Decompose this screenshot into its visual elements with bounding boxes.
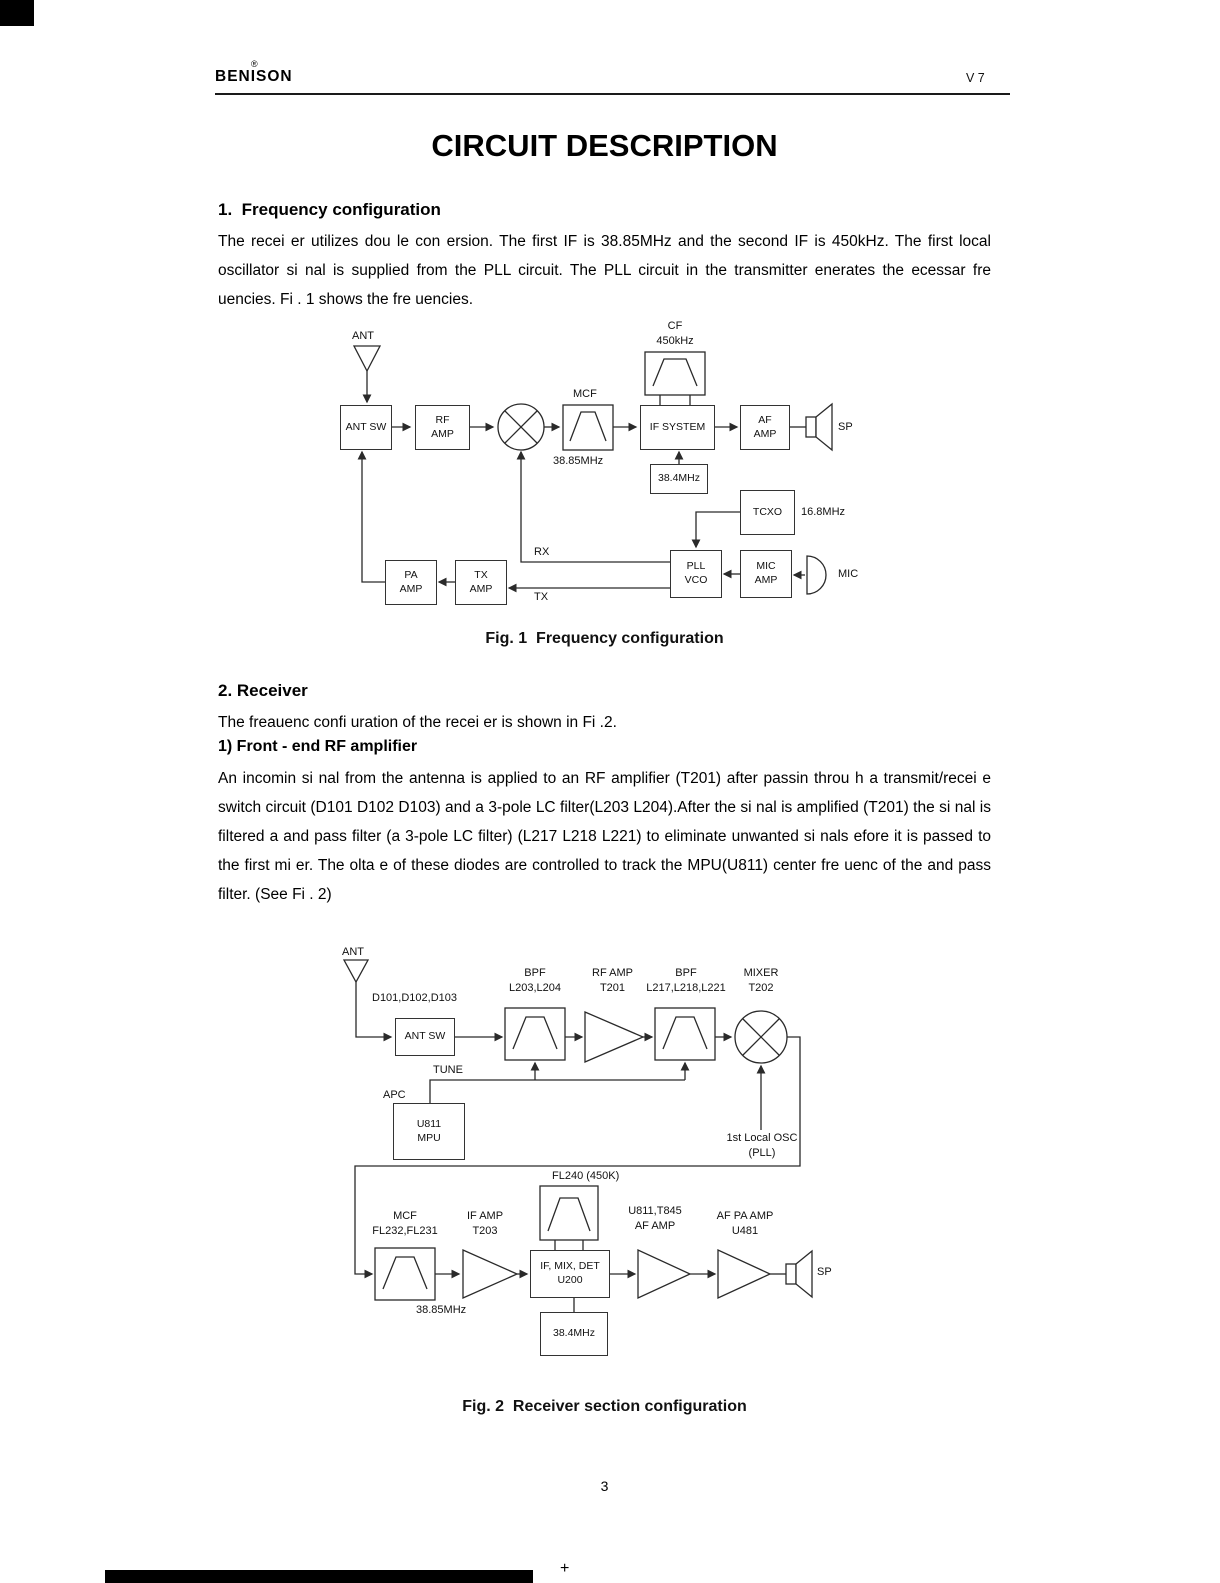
fig1-rf-amp-line2: AMP (431, 427, 454, 440)
fig1-38-4mhz-label: 38.4MHz (657, 472, 700, 485)
fig1-if-system-block (640, 405, 715, 450)
fig1-tcxo-label: TCXO (752, 505, 783, 518)
scan-artifact-corner (0, 0, 34, 26)
fig2-mixer-line2: T202 (748, 981, 774, 994)
fig1-af-amp-line2: AMP (753, 427, 777, 440)
fig2-rf-amp-icon (585, 1012, 643, 1062)
fig2-mcf-line1: MCF (393, 1210, 417, 1222)
section1-body: The recei er utilizes dou le con ersion. The first IF is 38.85MHz and the second IF is 450kHz. The first local oscillator si nal is supplied from the PLL circuit. The PLL circuit in the transmitter enerates the ecessar fre uencies. Fi . 1 shows the fre uencies. (218, 233, 991, 308)
fig2-mcf-label (360, 1209, 450, 1239)
fig1-mic-amp-block (740, 550, 792, 598)
fig2-mcf-filter-icon (375, 1248, 435, 1300)
fig2-af-amp-line1: U811,T845 (628, 1205, 682, 1217)
fig2-local-osc-line1: 1st Local OSC (726, 1132, 798, 1144)
fig1-mic-icon (807, 556, 826, 594)
fig1-16-8mhz-label: 16.8MHz (801, 506, 846, 518)
fig2-rf-amp-line1: RF AMP (592, 967, 633, 979)
fig2-local-osc-label (712, 1131, 812, 1161)
fig2-af-pa-line1: AF PA AMP (716, 1210, 774, 1222)
fig1-if-system-label: IF SYSTEM (649, 420, 706, 433)
fig2-bpf2-line2: L217,L218,L221 (646, 981, 726, 994)
section2-heading: 2. Receiver (218, 681, 308, 700)
fig1-antenna-icon (354, 346, 380, 402)
fig1-speaker-icon (806, 404, 832, 450)
fig2-mpu-block (393, 1103, 465, 1160)
fig1-rf-amp-block (415, 405, 470, 450)
section2-sub-heading: 1) Front - end RF amplifier (218, 738, 418, 755)
fig1-rf-amp-line1: RF (435, 413, 450, 426)
fig1-mcf-filter-icon (563, 405, 613, 450)
fig2-38-4mhz-block (540, 1312, 608, 1356)
fig1-cf-line1: CF (667, 320, 683, 332)
fig2-af-pa-line2: U481 (731, 1224, 759, 1237)
fig2-ant-sw-block (395, 1018, 455, 1056)
fig2-speaker-icon (786, 1251, 812, 1297)
fig1-pll-vco-line1: PLL (686, 560, 706, 573)
doc-ref: V 7 (966, 71, 985, 85)
fig1-mic-label: MIC (838, 568, 859, 580)
fig2-diodes-label: D101,D102,D103 (372, 992, 458, 1004)
fig1-mcf-label: MCF (573, 388, 597, 400)
fig2-bpf1-filter-icon (505, 1008, 565, 1060)
fig1-pa-amp-line1: PA (404, 568, 418, 581)
fig1-tcxo-block (740, 490, 795, 535)
fig1-rx-label: RX (534, 546, 550, 558)
fig1-mcf-freq-label: 38.85MHz (553, 455, 604, 467)
fig2-fl240-filter-icon (540, 1186, 598, 1250)
fig2-af-amp-label (615, 1204, 695, 1234)
brand-logo (215, 59, 293, 86)
header-rule (215, 93, 1010, 95)
fig1-pll-vco-block (670, 550, 722, 598)
fig1-tx-amp-block (455, 560, 507, 605)
fig1-pa-amp-line2: AMP (399, 582, 423, 595)
fig2-u200-block (530, 1250, 610, 1298)
fig1-caption: Fig. 1 Frequency configuration (485, 630, 724, 647)
fig1-ant-sw-block (340, 405, 392, 450)
fig2-if-amp-icon (463, 1250, 517, 1298)
fig1-mixer-icon (498, 404, 544, 450)
fig2-local-osc-line2: (PLL) (748, 1146, 776, 1159)
fig1-cf-line2: 450kHz (656, 334, 694, 347)
fig2-if-amp-line1: IF AMP (466, 1210, 504, 1222)
fig2-bpf1-line2: L203,L204 (509, 981, 561, 994)
fig1-tx-amp-line1: TX (474, 568, 488, 581)
fig2-bpf2-filter-icon (655, 1008, 715, 1060)
fig2-mixer-line1: MIXER (743, 967, 779, 979)
crop-mark: + (560, 1560, 570, 1577)
fig1-ant-sw-label: ANT SW (345, 420, 387, 433)
fig2-u200-line2: U200 (557, 1274, 583, 1286)
fig1-mic-amp-line1: MIC (756, 560, 776, 573)
fig1-tx-amp-line2: AMP (469, 582, 493, 595)
fig1-af-amp-block (740, 405, 790, 450)
fig2-caption: Fig. 2 Receiver section configuration (462, 1398, 747, 1415)
fig2-af-pa-label (700, 1209, 790, 1239)
fig2-fl240-label: FL240 (450K) (552, 1170, 620, 1182)
fig2-bpf2-line1: BPF (675, 967, 697, 979)
fig2-bpf1-label (490, 966, 580, 996)
fig1-af-amp-line1: AF (758, 413, 772, 426)
fig1-38-4mhz-block (650, 464, 708, 494)
fig2-38-85mhz-label: 38.85MHz (416, 1304, 467, 1316)
fig2-mpu-line1: U811 (416, 1117, 442, 1130)
registered-trademark-icon: ® (251, 59, 258, 69)
fig2-u200-line1: IF, MIX, DET (540, 1260, 600, 1273)
page-title: CIRCUIT DESCRIPTION (431, 128, 778, 163)
section2-body: The freauenc confi uration of the recei er is shown in Fi .2. (218, 714, 617, 731)
fig2-ant-label: ANT (342, 946, 364, 958)
fig2-af-amp-line2: AF AMP (634, 1219, 676, 1232)
fig2-mixer-icon (735, 1011, 787, 1063)
fig1-pll-vco-line2: VCO (684, 574, 708, 586)
fig2-af-pa-amp-icon (718, 1250, 770, 1298)
fig1-ant-label: ANT (352, 330, 374, 342)
fig1-sp-label: SP (838, 421, 853, 433)
fig2-bpf1-line1: BPF (524, 967, 546, 979)
section1-heading: 1. Frequency configuration (218, 200, 441, 219)
scan-artifact-bar (105, 1570, 533, 1583)
fig1-mic-amp-line2: AMP (754, 574, 778, 586)
fig1-tx-label: TX (534, 591, 549, 603)
fig2-ant-sw-label: ANT SW (404, 1030, 446, 1043)
fig1-cf-filter-icon (645, 352, 705, 405)
fig2-rf-amp-line2: T201 (599, 981, 626, 994)
fig2-38-4mhz-label: 38.4MHz (552, 1327, 595, 1340)
fig2-af-amp-icon (638, 1250, 690, 1298)
brand-text: BENISON (215, 68, 293, 85)
fig2-tune-label: TUNE (433, 1064, 463, 1076)
fig2-if-amp-line2: T203 (472, 1224, 498, 1237)
fig2-mcf-line2: FL232,FL231 (372, 1224, 438, 1237)
fig1-pa-amp-block (385, 560, 437, 605)
fig1-cf-label (645, 319, 705, 349)
fig2-mixer-label (716, 966, 806, 996)
fig2-if-amp-label (445, 1209, 525, 1239)
fig2-sp-label: SP (817, 1266, 832, 1278)
page-number: 3 (600, 1478, 609, 1494)
fig2-apc-label: APC (383, 1089, 406, 1101)
fig2-mpu-line2: MPU (417, 1131, 441, 1144)
section2-sub-body: An incomin si nal from the antenna is applied to an RF amplifier (T201) after passin throu h a transmit/recei e switch circuit (D101 D102 D103) and a 3-pole LC filter(L203 L204).After the si nal is amplified (T201) the si nal is filtered a and pass filter (a 3-pole LC filter) (L217 L218 L221) to eliminate unwanted si nals efore it is passed to the first mi er. The olta e of these diodes are controlled to track the MPU(U811) center fre uenc of the and pass filter. (See Fi . 2) (218, 770, 991, 903)
